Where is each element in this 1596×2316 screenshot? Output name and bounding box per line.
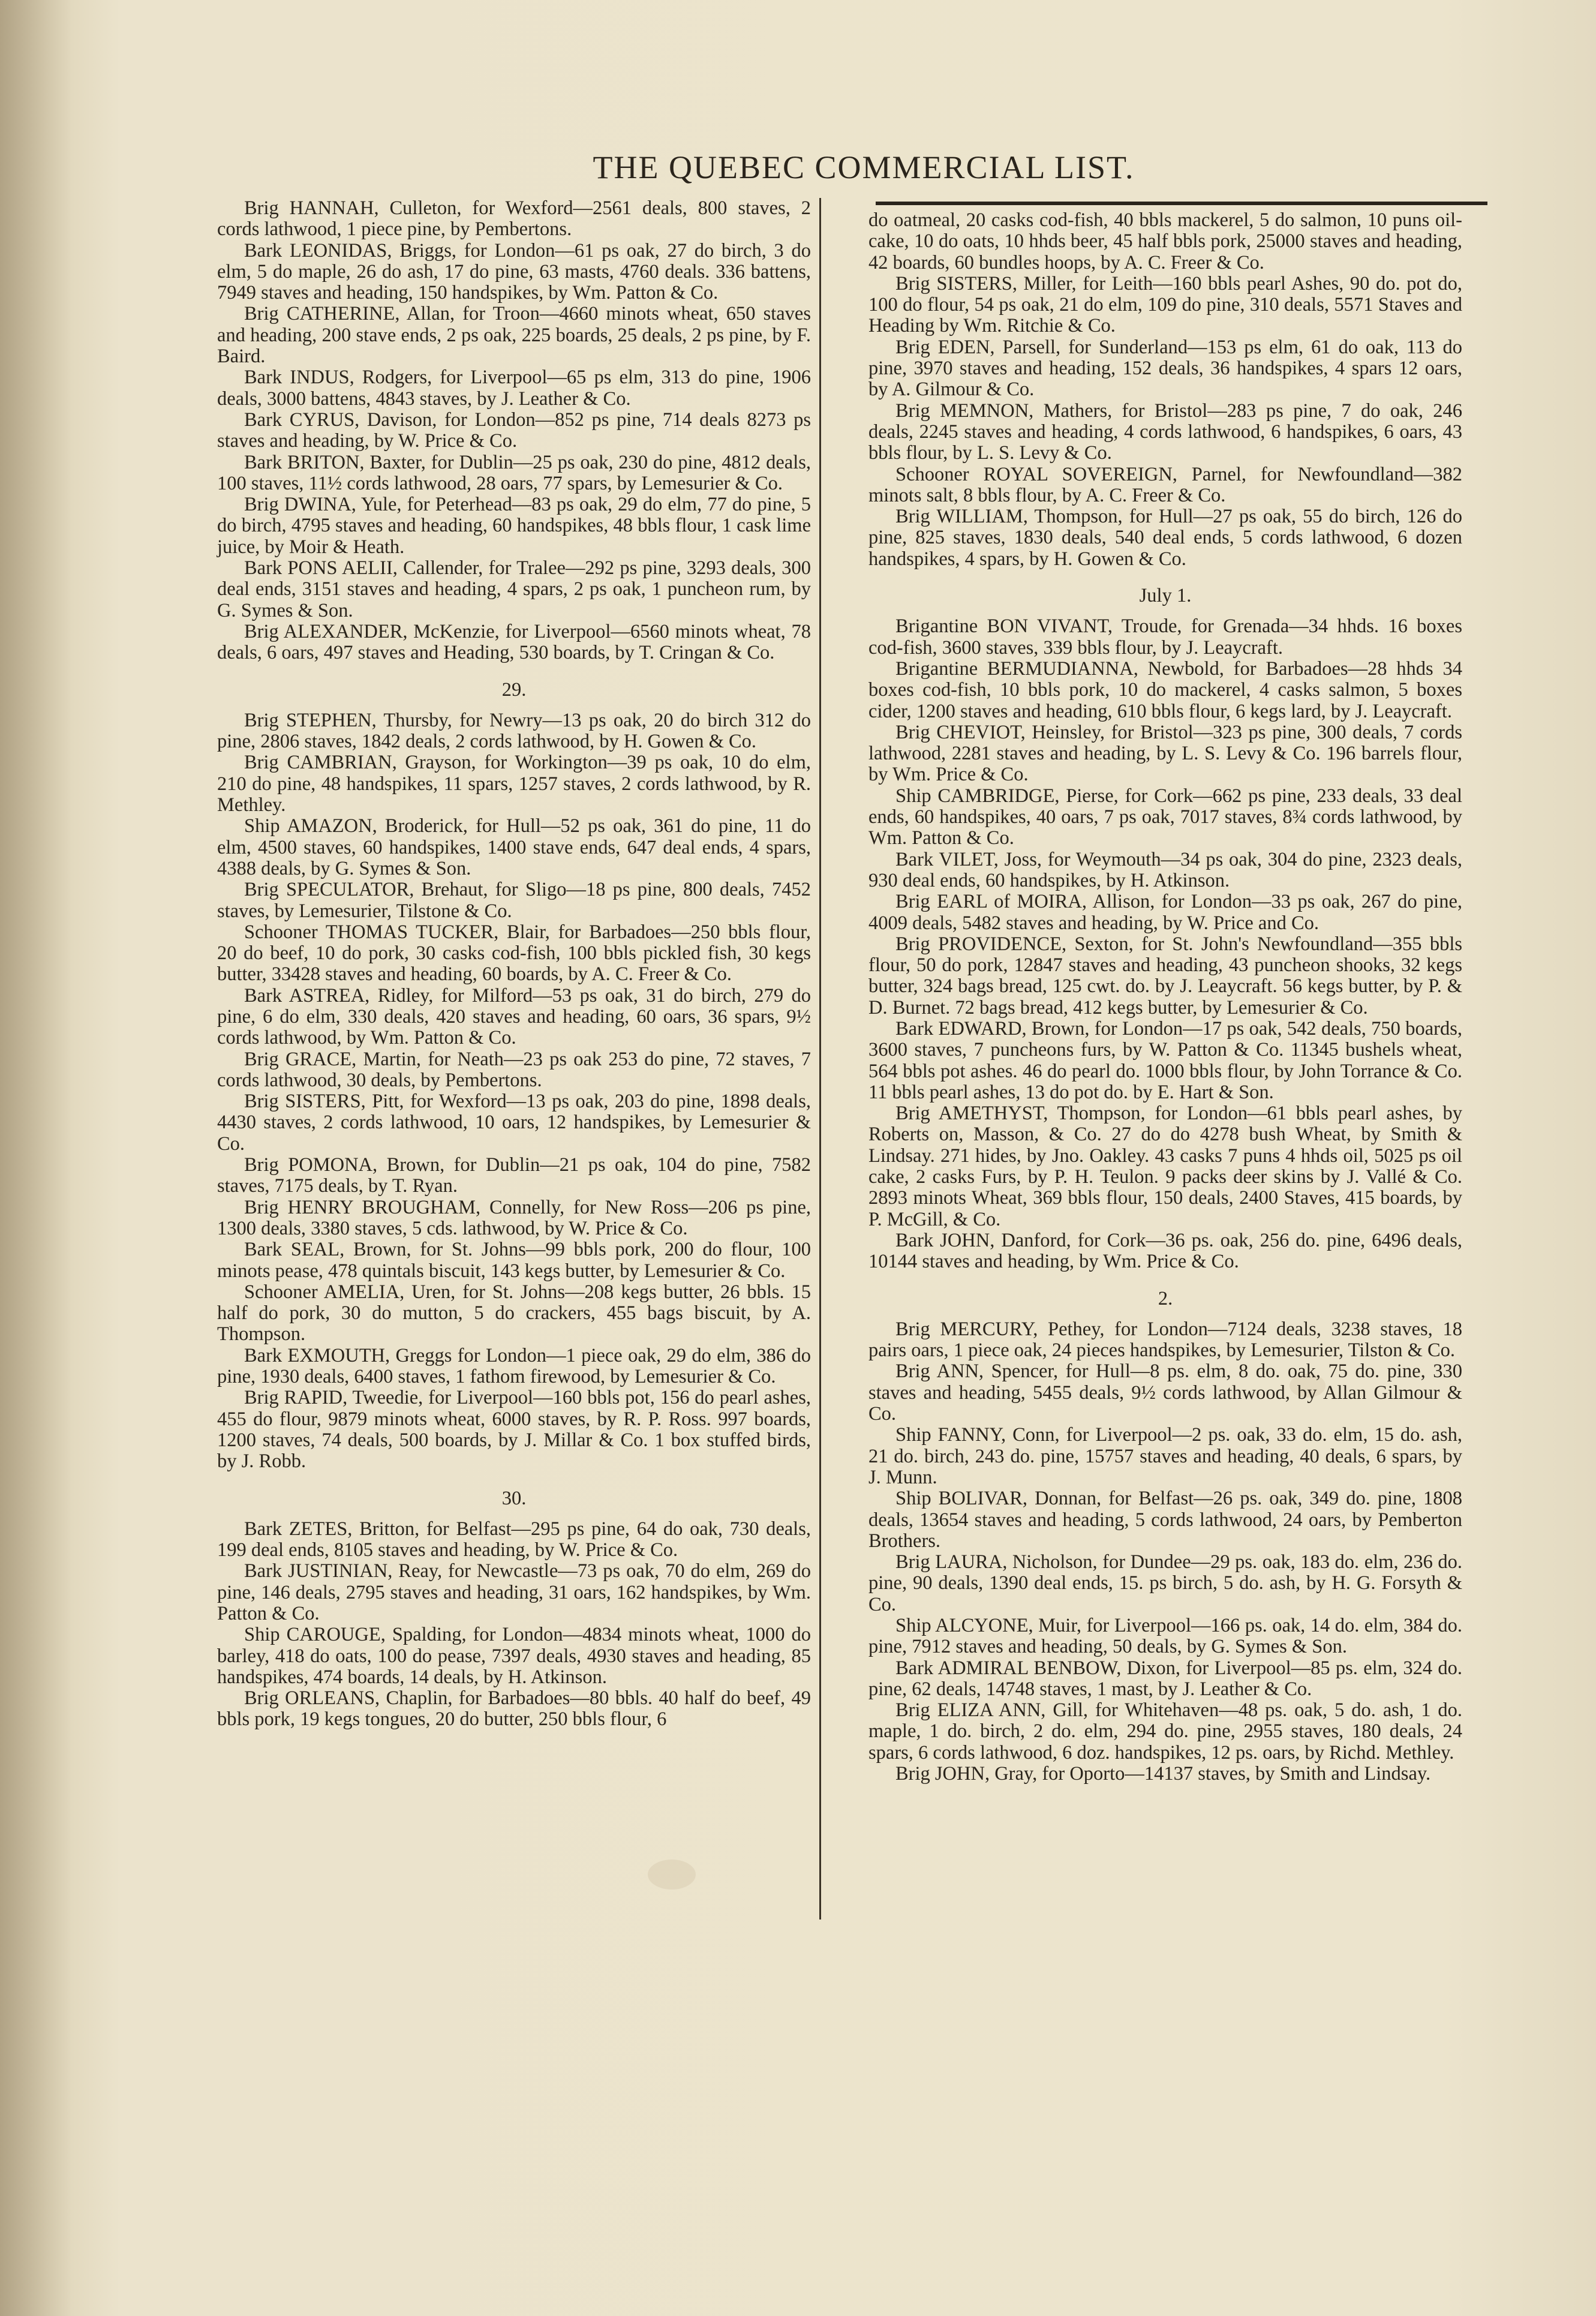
shipping-entry: Bark BRITON, Baxter, for Dublin—25 ps oak, 230 do pine, 4812 deals, 100 staves, 11½ cords lathwood, 28 oars, 77 spars, by Lemesurier & Co.	[217, 451, 811, 494]
shipping-entry: Ship FANNY, Conn, for Liverpool—2 ps. oak, 33 do. elm, 15 do. ash, 21 do. birch, 243 do. pine, 15757 staves and heading, 40 deals, 6 spars, by J. Munn.	[868, 1424, 1462, 1488]
shipping-entry: Bark SEAL, Brown, for St. Johns—99 bbls pork, 200 do flour, 100 minots pease, 478 quintals biscuit, 143 kegs butter, by Lemesurier & Co.	[217, 1239, 811, 1282]
shipping-entry: Bark INDUS, Rodgers, for Liverpool—65 ps elm, 313 do pine, 1906 deals, 3000 battens, 4843 staves, by J. Leather & Co.	[217, 367, 811, 410]
shipping-entry: Schooner AMELIA, Uren, for St. Johns—208 kegs butter, 26 bbls. 15 half do pork, 30 do mutton, 5 do crackers, 455 bags biscuit, by A. Thompson.	[217, 1281, 811, 1345]
shipping-entry: Brig STEPHEN, Thursby, for Newry—13 ps oak, 20 do birch 312 do pine, 2806 staves, 1842 deals, 2 cords lathwood, by H. Gowen & Co.	[217, 709, 811, 753]
entry-continuation: do oatmeal, 20 casks cod-fish, 40 bbls mackerel, 5 do salmon, 10 puns oil-cake, 10 do oats, 10 hhds beer, 45 half bbls pork, 25000 staves and heading, 42 boards, 60 bundles hoops, by A. C. Freer & Co.	[868, 209, 1462, 274]
shipping-entry: Brig ALEXANDER, McKenzie, for Liverpool—6560 minots wheat, 78 deals, 6 oars, 497 staves and Heading, 530 boards, by T. Cringan & Co.	[217, 620, 811, 664]
date-heading: July 1.	[1139, 585, 1192, 607]
shipping-entry: Bark ADMIRAL BENBOW, Dixon, for Liverpool—85 ps. elm, 324 do. pine, 62 deals, 14748 staves, 1 mast, by J. Leather & Co.	[868, 1657, 1462, 1700]
shipping-entry: Brig PROVIDENCE, Sexton, for St. John's Newfoundland—355 bbls flour, 50 do pork, 12847 staves and heading, 43 puncheon shooks, 32 kegs butter, 324 bags bread, 125 cwt. do. by J. Leaycraft. 56 kegs butter, by P. & D. Burnet. 72 bags bread, 412 kegs butter, by Lemesurier & Co.	[868, 933, 1462, 1019]
shipping-entry: Brigantine BERMUDIANNA, Newbold, for Barbadoes—28 hhds 34 boxes cod-fish, 10 bbls pork, 10 do mackerel, 4 casks salmon, 5 boxes cider, 1200 staves and heading, 610 bbls flour, 6 kegs lard, by J. Leaycraft.	[868, 657, 1462, 722]
shipping-entry: Ship BOLIVAR, Donnan, for Belfast—26 ps. oak, 349 do. pine, 1808 deals, 13654 staves and heading, 5 cords lathwood, 24 oars, by Pemberton Brothers.	[868, 1488, 1462, 1552]
shipping-entry: Brig CHEVIOT, Heinsley, for Bristol—323 ps pine, 300 deals, 7 cords lathwood, 2281 staves and heading, by L. S. Levy & Co. 196 barrels flour, by Wm. Price & Co.	[868, 721, 1462, 786]
date-heading: 29.	[501, 678, 527, 701]
shipping-entry: Bark JUSTINIAN, Reay, for Newcastle—73 ps oak, 70 do elm, 269 do pine, 146 deals, 2795 staves and heading, 31 oars, 162 handspikes, by Wm. Patton & Co.	[217, 1560, 811, 1624]
shipping-entry: Brig DWINA, Yule, for Peterhead—83 ps oak, 29 do elm, 77 do pine, 5 do birch, 4795 staves and heading, 60 handspikes, 48 bbls flour, 1 cask lime juice, by Moir & Heath.	[217, 494, 811, 558]
shipping-entry: Brig SISTERS, Pitt, for Wexford—13 ps oak, 203 do pine, 1898 deals, 4430 staves, 2 cords lathwood, 10 oars, 12 handspikes, by Lemesurier & Co.	[217, 1091, 811, 1155]
shipping-entry: Brigantine BON VIVANT, Troude, for Grenada—34 hhds. 16 boxes cod-fish, 3600 staves, 339 bbls flour, by J. Leaycraft.	[868, 615, 1462, 659]
shipping-entry: Brig ANN, Spencer, for Hull—8 ps. elm, 8 do. oak, 75 do. pine, 330 staves and heading, 5455 deals, 9½ cords lathwood, by Allan Gilmour & Co.	[868, 1360, 1462, 1425]
shipping-entry: Brig LAURA, Nicholson, for Dundee—29 ps. oak, 183 do. elm, 236 do. pine, 90 deals, 1390 deal ends, 15. ps birch, 5 do. ash, by H. G. Forsyth & Co.	[868, 1551, 1462, 1615]
shipping-entry: Brig MEMNON, Mathers, for Bristol—283 ps pine, 7 do oak, 246 deals, 2245 staves and heading, 4 cords lathwood, 6 handspikes, 6 oars, 43 bbls flour, by L. S. Levy & Co.	[868, 399, 1462, 464]
binding-shadow	[0, 0, 72, 2316]
shipping-entry: Bark EDWARD, Brown, for London—17 ps oak, 542 deals, 750 boards, 3600 staves, 7 puncheons furs, by W. Patton & Co. 11345 bushels wheat, 564 bbls pot ashes. 46 do pearl do. 1000 bbls flour, by John Torrance & Co. 11 bbls pearl ashes, 13 do pot do. by E. Hart & Son.	[868, 1017, 1462, 1103]
shipping-entry: Brig GRACE, Martin, for Neath—23 ps oak 253 do pine, 72 staves, 7 cords lathwood, 30 deals, by Pembertons.	[217, 1048, 811, 1091]
column-divider	[819, 198, 821, 1920]
shipping-entry: Brig POMONA, Brown, for Dublin—21 ps oak, 104 do pine, 7582 staves, 7175 deals, by T. Ryan.	[217, 1154, 811, 1197]
shipping-entry: Bark PONS AELII, Callender, for Tralee—292 ps pine, 3293 deals, 300 deal ends, 3151 staves and heading, 4 spars, 2 ps oak, 1 puncheon rum, by G. Symes & Son.	[217, 557, 811, 621]
page-title: THE QUEBEC COMMERCIAL LIST.	[593, 149, 1135, 185]
shipping-entry: Brig EARL of MOIRA, Allison, for London—33 ps oak, 267 do pine, 4009 deals, 5482 staves and heading, by W. Price and Co.	[868, 891, 1462, 934]
shipping-entry: Bark VILET, Joss, for Weymouth—34 ps oak, 304 do pine, 2323 deals, 930 deal ends, 60 handspikes, by H. Atkinson.	[868, 848, 1462, 891]
shipping-entry: Bark JOHN, Danford, for Cork—36 ps. oak, 256 do. pine, 6496 deals, 10144 staves and heading, by Wm. Price & Co.	[868, 1229, 1462, 1273]
shipping-entry: Brig EDEN, Parsell, for Sunderland—153 ps elm, 61 do oak, 113 do pine, 3970 staves and heading, 152 deals, 36 handspikes, 4 spars 12 oars, by A. Gilmour & Co.	[868, 336, 1462, 401]
shipping-entry: Bark CYRUS, Davison, for London—852 ps pine, 714 deals 8273 ps staves and heading, by W. Price & Co.	[217, 408, 811, 452]
shipping-entry: Brig AMETHYST, Thompson, for London—61 bbls pearl ashes, by Roberts on, Masson, & Co. 27 do do 4278 bush Wheat, by Smith & Lindsay. 271 hides, by Jno. Oakley. 43 casks 7 puns 4 hhds oil, 5025 ps oil cake, 2 casks Furs, by P. H. Teulon. 9 packs deer skins by J. Vallé & Co. 2893 minots Wheat, 369 bbls flour, 150 deals, 2400 Staves, 415 boards, by P. McGill, & Co.	[868, 1103, 1462, 1230]
date-heading: 2.	[1158, 1287, 1173, 1309]
shipping-entry: Bark LEONIDAS, Briggs, for London—61 ps oak, 27 do birch, 3 do elm, 5 do maple, 26 do ash, 17 do pine, 63 masts, 4760 deals. 336 battens, 7949 staves and heading, 150 handspikes, by Wm. Patton & Co.	[217, 239, 811, 304]
shipping-entry: Brig SPECULATOR, Brehaut, for Sligo—18 ps pine, 800 deals, 7452 staves, by Lemesurier, Tilstone & Co.	[217, 879, 811, 922]
shipping-entry: Brig CAMBRIAN, Grayson, for Workington—39 ps oak, 10 do elm, 210 do pine, 48 handspikes, 11 spars, 1257 staves, 2 cords lathwood, by R. Methley.	[217, 752, 811, 816]
right-column	[868, 210, 1462, 1785]
title-rule	[876, 202, 1487, 205]
shipping-entry: Schooner ROYAL SOVEREIGN, Parnel, for Newfoundland—382 minots salt, 8 bbls flour, by A. C. Freer & Co.	[868, 463, 1462, 506]
shipping-entry: Bark ZETES, Britton, for Belfast—295 ps pine, 64 do oak, 730 deals, 199 deal ends, 8105 staves and heading, by W. Price & Co.	[217, 1518, 811, 1561]
shipping-entry: Brig ELIZA ANN, Gill, for Whitehaven—48 ps. oak, 5 do. ash, 1 do. maple, 1 do. birch, 2 do. elm, 294 do. pine, 2955 staves, 180 deals, 24 spars, 6 cords lathwood, 6 doz. handspikes, 12 ps. oars, by Richd. Methley.	[868, 1699, 1462, 1764]
foxing-spot	[648, 1860, 696, 1890]
shipping-entry: Ship ALCYONE, Muir, for Liverpool—166 ps. oak, 14 do. elm, 384 do. pine, 7912 staves and heading, 50 deals, by G. Symes & Son.	[868, 1615, 1462, 1658]
shipping-entry: Bark EXMOUTH, Greggs for London—1 piece oak, 29 do elm, 386 do pine, 1930 deals, 6400 staves, 1 fathom firewood, by Lemesurier & Co.	[217, 1344, 811, 1388]
shipping-entry: Ship CAROUGE, Spalding, for London—4834 minots wheat, 1000 do barley, 418 do oats, 100 do pease, 7397 deals, 4930 staves and heading, 85 handspikes, 474 boards, 14 deals, by H. Atkinson.	[217, 1624, 811, 1688]
shipping-entry: Brig SISTERS, Miller, for Leith—160 bbls pearl Ashes, 90 do. pot do, 100 do flour, 54 ps oak, 21 do elm, 109 do pine, 310 deals, 5571 Staves and Heading by Wm. Ritchie & Co.	[868, 272, 1462, 337]
shipping-entry: Brig CATHERINE, Allan, for Troon—4660 minots wheat, 650 staves and heading, 200 stave ends, 2 ps oak, 225 boards, 25 deals, 2 ps pine, by F. Baird.	[217, 303, 811, 368]
shipping-entry: Brig RAPID, Tweedie, for Liverpool—160 bbls pot, 156 do pearl ashes, 455 do flour, 9879 minots wheat, 6000 staves, by R. P. Ross. 997 boards, 1200 staves, 74 deals, 500 boards, by J. Millar & Co. 1 box stuffed birds, by J. Robb.	[217, 1387, 811, 1473]
shipping-entry: Brig JOHN, Gray, for Oporto—14137 staves, by Smith and Lindsay.	[895, 1763, 1431, 1785]
shipping-entry: Ship CAMBRIDGE, Pierse, for Cork—662 ps pine, 233 deals, 33 deal ends, 60 handspikes, 40 oars, 7 ps oak, 7017 staves, 8¾ cords lathwood, by Wm. Patton & Co.	[868, 785, 1462, 849]
shipping-entry: Brig HANNAH, Culleton, for Wexford—2561 deals, 800 staves, 2 cords lathwood, 1 piece pine, by Pembertons.	[217, 197, 811, 241]
shipping-entry: Bark ASTREA, Ridley, for Milford—53 ps oak, 31 do birch, 279 do pine, 6 do elm, 330 deals, 420 staves and heading, 60 oars, 36 spars, 9½ cords lathwood, by Wm. Patton & Co.	[217, 984, 811, 1049]
shipping-entry: Schooner THOMAS TUCKER, Blair, for Barbadoes—250 bbls flour, 20 do beef, 10 do pork, 30 casks cod-fish, 100 bbls pickled fish, 30 kegs butter, 33428 staves and heading, 60 boards, by A. C. Freer & Co.	[217, 921, 811, 986]
shipping-entry: Brig WILLIAM, Thompson, for Hull—27 ps oak, 55 do birch, 126 do pine, 825 staves, 1830 deals, 540 deal ends, 5 cords lathwood, 6 dozen handspikes, 4 spars, by H. Gowen & Co.	[868, 506, 1462, 570]
date-heading: 30.	[501, 1487, 527, 1509]
shipping-entry: Ship AMAZON, Broderick, for Hull—52 ps oak, 361 do pine, 11 do elm, 4500 staves, 60 handspikes, 1400 stave ends, 647 deal ends, 4 spars, 4388 deals, by G. Symes & Son.	[217, 815, 811, 879]
shipping-entry: Brig ORLEANS, Chaplin, for Barbadoes—80 bbls. 40 half do beef, 49 bbls pork, 19 kegs tongues, 20 do butter, 250 bbls flour, 6	[217, 1687, 811, 1731]
shipping-entry: Brig MERCURY, Pethey, for London—7124 deals, 3238 staves, 18 pairs oars, 1 piece oak, 24 pieces handspikes, by Lemesurier, Tilston & Co.	[868, 1318, 1462, 1362]
left-column	[217, 198, 811, 1731]
shipping-entry: Brig HENRY BROUGHAM, Connelly, for New Ross—206 ps pine, 1300 deals, 3380 staves, 5 cds. lathwood, by W. Price & Co.	[217, 1196, 811, 1239]
